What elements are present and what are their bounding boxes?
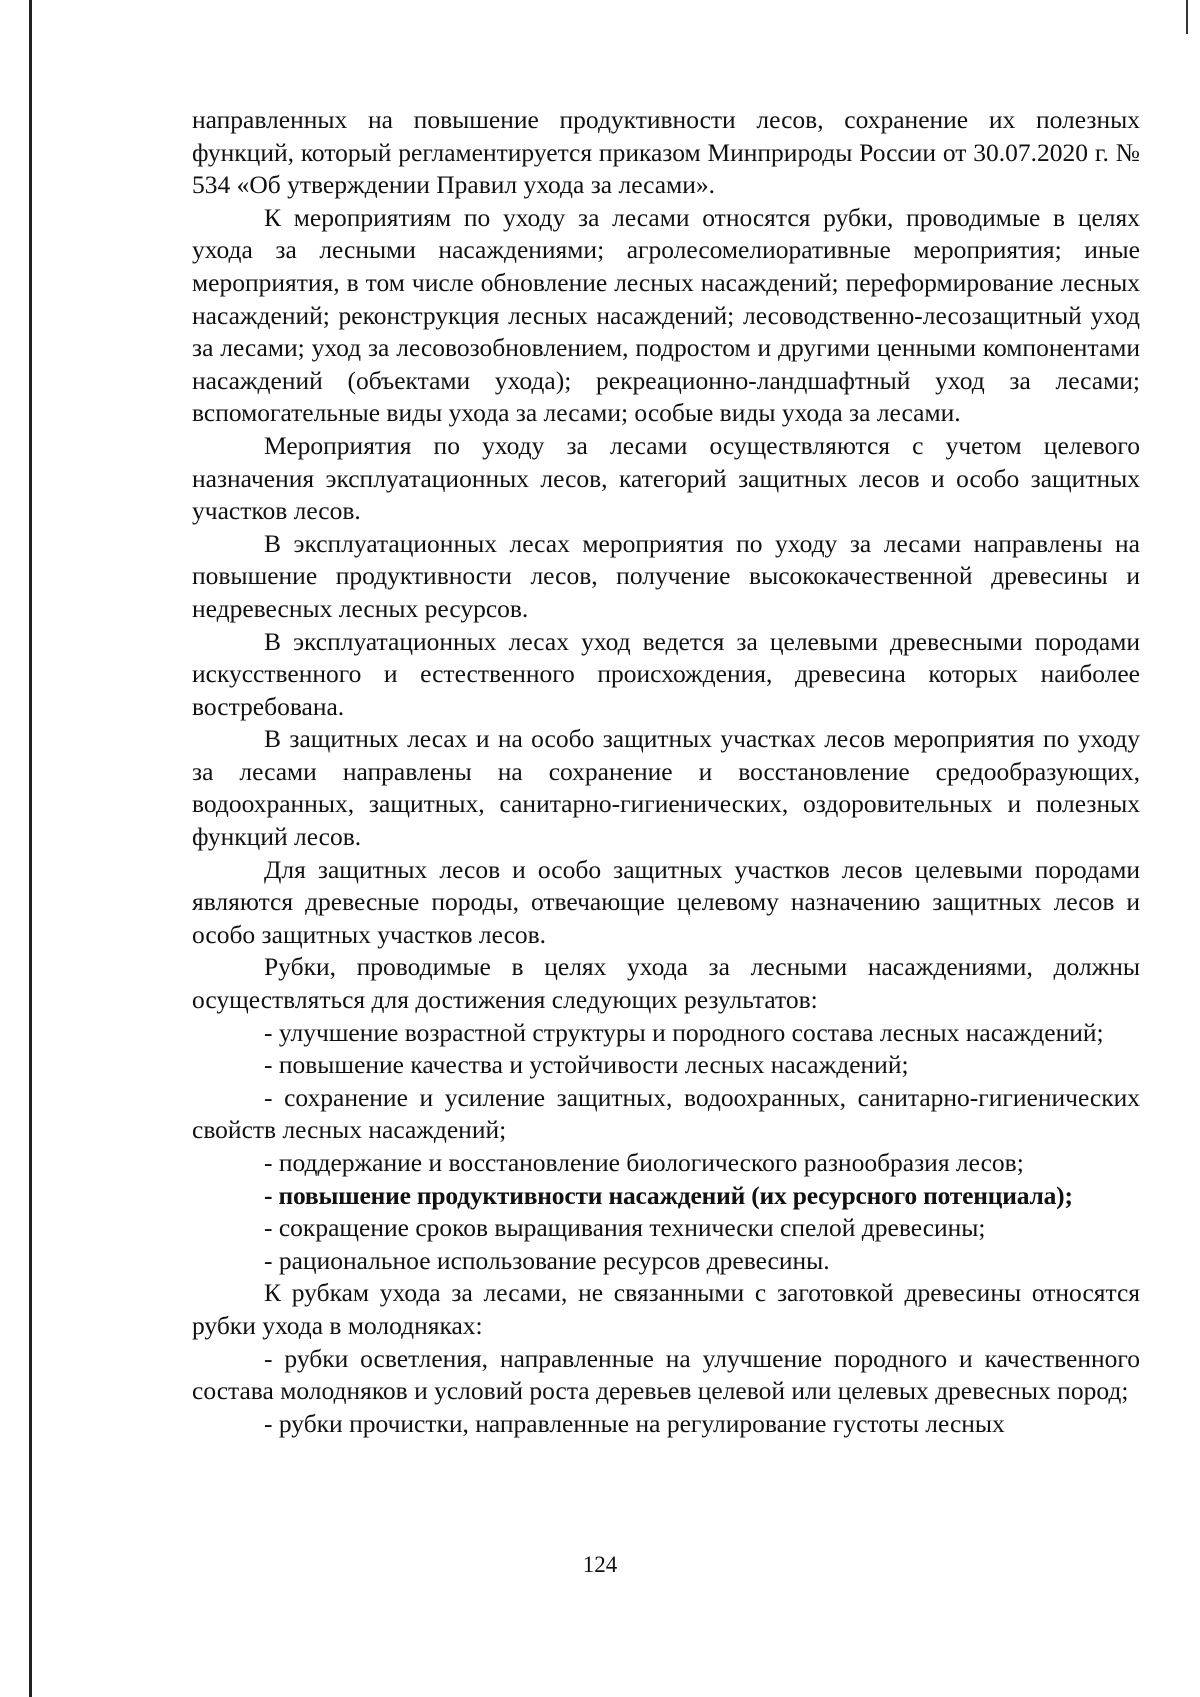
body-text	[192, 104, 1140, 1440]
paragraph: Для защитных лесов и особо защитных участков лесов целевыми породами являются древесные породы, отвечающие целевому назначению защитных лесов и особо защитных участков лесов.	[192, 854, 1140, 949]
paragraph: В защитных лесах и на особо защитных участках лесов мероприятия по уходу за лесами направлены на сохранение и восстановление средообразующих, водоохранных, защитных, санитарно-гигиенических, оздоровительных и полезных функций лесов.	[192, 724, 1140, 852]
paragraph: направленных на повышение продуктивности лесов, сохранение их полезных функций, который регламентируется приказом Минприроды России от 30.07.2020 г. № 534 «Об утверждении Правил ухода за лесами».	[192, 105, 1140, 200]
list-item: - повышение качества и устойчивости лесных насаждений;	[264, 1050, 909, 1080]
paragraph: К мероприятиям по уходу за лесами относятся рубки, проводимые в целях ухода за лесными насаждениями; агролесомелиоративные мероприятия; иные мероприятия, в том числе обновление лесных насаждений; переформирование лесных насаждений; реконструкция лесных насаждений; лесоводственно-лесозащитный уход за лесами; уход за лесовозобновлением, подростом и другими ценными компонентами насаждений (объектами ухода); рекреационно-ландшафтный уход за лесами; вспомогательные виды ухода за лесами; особые виды ухода за лесами.	[192, 202, 1140, 428]
paragraph: В эксплуатационных лесах уход ведется за целевыми древесными породами искусственного и естественного происхождения, древесина которых наиболее востребована.	[192, 626, 1140, 721]
list-item: - рубки прочистки, направленные на регулирование густоты лесных	[264, 1408, 1005, 1438]
page-number: 124	[582, 1552, 618, 1577]
list-item: - сохранение и усиление защитных, водоохранных, санитарно-гигиенических свойств лесных насаждений;	[192, 1082, 1140, 1145]
list-item: - рациональное использование ресурсов древесины.	[264, 1245, 830, 1275]
paragraph: К рубкам ухода за лесами, не связанными с заготовкой древесины относятся рубки ухода в молодняках:	[192, 1278, 1140, 1340]
paragraph: Мероприятия по уходу за лесами осуществляются с учетом целевого назначения эксплуатационных лесов, категорий защитных лесов и особо защитных участков лесов.	[192, 430, 1140, 526]
list-item: - улучшение возрастной структуры и породного состава лесных насаждений;	[264, 1017, 1104, 1047]
binding-edge-line	[29, 0, 32, 1697]
list-item: - повышение продуктивности насаждений (их ресурсного потенциала);	[264, 1180, 1073, 1210]
paragraph: В эксплуатационных лесах мероприятия по уходу за лесами направлены на повышение продуктивности лесов, получение высококачественной древесины и недревесных лесных ресурсов.	[192, 528, 1140, 623]
scan-edge-mark	[1186, 0, 1188, 34]
list-item: - поддержание и восстановление биологического разнообразия лесов;	[264, 1148, 1024, 1177]
list-item: - рубки осветления, направленные на улучшение породного и качественного состава молодняков и условий роста деревьев целевой или целевых древесных пород;	[192, 1343, 1140, 1406]
list-item: - сокращение сроков выращивания технически спелой древесины;	[264, 1213, 986, 1243]
paragraph: Рубки, проводимые в целях ухода за лесными насаждениями, должны осуществляться для достижения следующих результатов:	[192, 952, 1140, 1015]
